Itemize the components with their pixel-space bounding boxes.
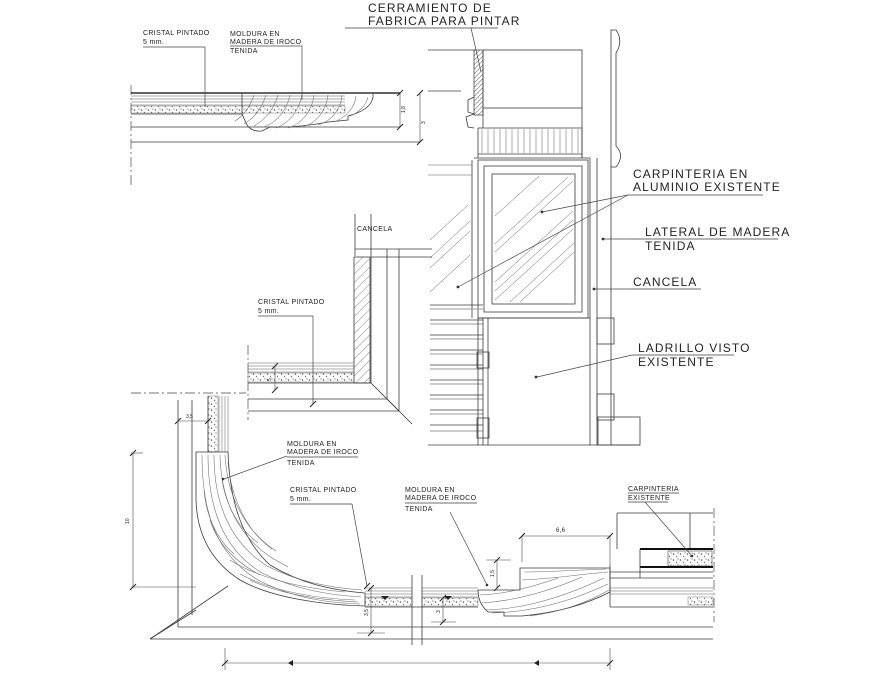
label-cancela-elevation: CANCELA [633, 275, 698, 289]
dim-value: 1,8 [401, 106, 407, 113]
wood-grain-lines [202, 455, 362, 604]
detail-elevation [345, 1, 790, 445]
dim-value: 3,5 [186, 414, 193, 420]
label-cristal-mid: CRISTAL PINTADO [258, 299, 325, 306]
detail-top-section [131, 30, 427, 188]
wood-side-column [597, 30, 621, 445]
dim-t15 [486, 557, 511, 591]
bottom-dimension [222, 648, 613, 670]
dim-value: 10 [125, 518, 131, 524]
dim-66 [519, 528, 613, 565]
glass-reflection-lines [495, 176, 574, 302]
label-carpinteria-aluminio: CARPINTERIA EN [633, 167, 749, 181]
left-bay-glass [428, 160, 472, 318]
leader-cristal-bottom [352, 504, 367, 586]
vertical-glass-strip [208, 396, 228, 452]
tick-mark [288, 660, 293, 666]
label-moldura-b1: MOLDURA EN [287, 441, 337, 448]
aluminium-window [478, 160, 588, 318]
leader-carpinteria-existente [645, 502, 692, 556]
label-carpinteria-existente-2: EXISTENTE [628, 495, 671, 502]
label-moldura-b2-2: MADERA DE IROCO [405, 495, 477, 502]
label-ladrillo: LADRILLO VISTO [638, 341, 751, 355]
strip-dimension [175, 414, 211, 424]
tick-mark [534, 660, 539, 666]
lintel [483, 50, 582, 108]
detail-corner-plan [248, 214, 432, 424]
vent-grille [478, 128, 582, 158]
label-cristal-top-2: 5 mm. [143, 39, 165, 46]
existing-carpentry-assembly [610, 508, 714, 622]
label-lateral-madera: LATERAL DE MADERA [645, 225, 791, 239]
label-moldura-top-2: MADERA DE IROCO [230, 39, 302, 46]
painted-glass-band [131, 106, 345, 113]
label-moldura-b2-3: TENIDA [405, 506, 433, 513]
label-moldura-top-3: TENIDA [230, 48, 258, 55]
dim-value: 5 [267, 378, 273, 381]
height-dimension [125, 450, 196, 590]
wood-grain-lines-2 [480, 569, 609, 616]
label-cristal-bottom: CRISTAL PINTADO [290, 487, 357, 494]
label-cerramiento-2: FABRICA PARA PINTAR [368, 14, 521, 28]
dim-value: 6,6 [556, 528, 566, 534]
label-carpinteria-existente: CARPINTERIA [628, 486, 679, 493]
horizontal-glass-band [365, 588, 478, 607]
label-moldura-top: MOLDURA EN [230, 31, 280, 38]
label-cristal-top: CRISTAL PINTADO [143, 30, 210, 37]
dim-value: 3 [436, 610, 442, 613]
base-step [598, 417, 640, 445]
label-cristal-bottom-2: 5 mm. [290, 496, 312, 503]
dim-value: 3 [421, 121, 427, 124]
hatched-wood-jamb [354, 257, 370, 383]
label-moldura-b1-2: MADERA DE IROCO [287, 449, 359, 456]
label-cristal-mid-2: 5 mm. [258, 308, 280, 315]
glass-layer-lines [248, 363, 354, 372]
label-cancela-plan: CANCELA [357, 226, 393, 233]
dim-value: 1,5 [490, 570, 496, 577]
wood-siding [430, 305, 483, 431]
label-lateral-madera-2: TENIDA [645, 239, 696, 253]
label-cerramiento: CERRAMIENTO DE [368, 1, 492, 15]
leader-moldura-b1 [224, 456, 287, 479]
dim-value: 3,5 [364, 609, 370, 616]
masonry-hatched-strip [474, 50, 483, 115]
label-carpinteria-aluminio-2: ALUMINIO EXISTENTE [633, 180, 781, 194]
label-ladrillo-2: EXISTENTE [638, 355, 715, 369]
leader-cristal-top [143, 47, 205, 107]
leader-moldura-b2 [450, 512, 487, 585]
detail-bottom-plan [125, 393, 714, 670]
dimension-right [397, 90, 427, 145]
label-moldura-b2: MOLDURA EN [405, 487, 455, 494]
leader-cristal-mid [258, 316, 313, 404]
label-moldura-b1-3: TENIDA [287, 460, 315, 467]
painted-glass-band [248, 373, 354, 382]
